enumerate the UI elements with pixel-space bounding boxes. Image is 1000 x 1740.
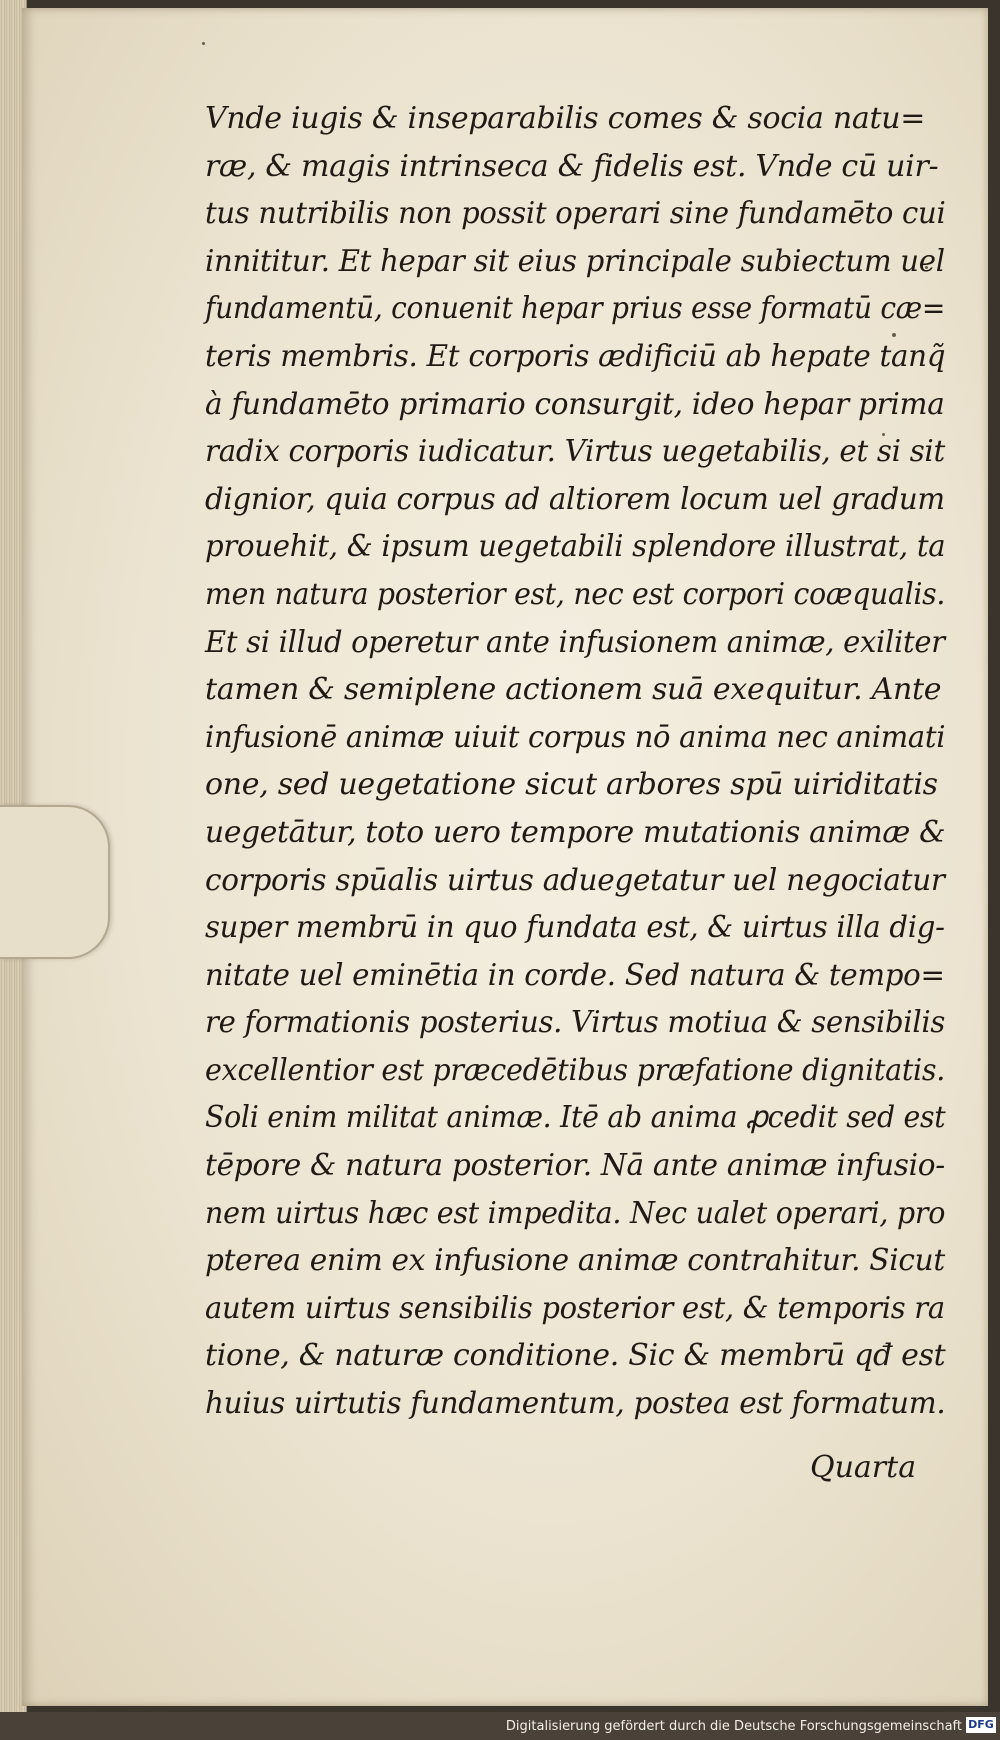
text-line: fundamentū, conuenit hepar prius esse formatū cæ= bbox=[205, 291, 946, 327]
funding-credit: Digitalisierung gefördert durch die Deutsche Forschungsgemeinschaft bbox=[505, 1719, 962, 1734]
text-line: Soli enim militat animæ. Itē ab anima ꝓcedit sed est bbox=[205, 1100, 946, 1136]
text-line: one, sed uegetatione sicut arbores spū uiriditatis bbox=[205, 767, 938, 803]
text-line: men natura posterior est, nec est corpori coæqualis. bbox=[205, 576, 946, 612]
text-line: autem uirtus sensibilis posterior est, & temporis ra bbox=[205, 1290, 945, 1326]
text-line: innititur. Et hepar sit eius principale subiectum uel bbox=[205, 243, 945, 279]
text-line: radix corporis iudicatur. Virtus uegetabilis, et si sit bbox=[205, 434, 945, 470]
page-text bbox=[205, 95, 945, 1428]
text-line: ræ, & magis intrinseca & fidelis est. Vnde cū uir- bbox=[205, 148, 939, 184]
text-line: prouehit, & ipsum uegetabili splendore illustrat, ta bbox=[205, 529, 946, 565]
text-line: nitate uel eminētia in corde. Sed natura & tempo= bbox=[205, 957, 945, 993]
text-line: super membrū in quo fundata est, & uirtus illa dig- bbox=[205, 910, 945, 946]
text-line: tione, & naturæ conditione. Sic & membrū qđ est bbox=[205, 1338, 946, 1374]
text-line: tus nutribilis non possit operari sine fundamēto cui bbox=[205, 196, 946, 232]
text-line: dignior, quia corpus ad altiorem locum uel gradum bbox=[205, 481, 945, 517]
text-line: nem uirtus hæc est impedita. Nec ualet operari, pro bbox=[205, 1195, 946, 1231]
paper-speck bbox=[202, 42, 205, 45]
text-line: uegetātur, toto uero tempore mutationis animæ & bbox=[205, 814, 946, 850]
dfg-logo-icon: DFG bbox=[966, 1717, 996, 1733]
text-line: corporis spūalis uirtus aduegetatur uel negociatur bbox=[205, 862, 945, 898]
text-line: teris membris. Et corporis ædificiū ab hepate tanq̃ bbox=[205, 338, 946, 374]
text-line: huius uirtutis fundamentum, postea est formatum. bbox=[205, 1386, 946, 1422]
text-line: excellentior est præcedētibus præfatione dignitatis. bbox=[205, 1052, 946, 1088]
text-line: Et si illud operetur ante infusionem animæ, exiliter bbox=[205, 624, 945, 660]
text-line: infusionē animæ uiuit corpus nō anima nec animati bbox=[205, 719, 946, 755]
catchword: Quarta bbox=[810, 1450, 917, 1485]
page-tab-marker bbox=[0, 805, 110, 959]
text-line: à fundamēto primario consurgit, ideo hepar prima bbox=[205, 386, 945, 422]
footer-bar bbox=[0, 1712, 1000, 1740]
text-line: tēpore & natura posterior. Nā ante animæ infusio- bbox=[205, 1148, 945, 1184]
text-line: re formationis posterius. Virtus motiua & sensibilis bbox=[205, 1005, 945, 1041]
text-line: pterea enim ex infusione animæ contrahitur. Sicut bbox=[205, 1243, 945, 1279]
text-line: tamen & semiplene actionem suā exequitur. Ante bbox=[205, 672, 942, 708]
text-line: Vnde iugis & inseparabilis comes & socia natu= bbox=[205, 101, 926, 136]
